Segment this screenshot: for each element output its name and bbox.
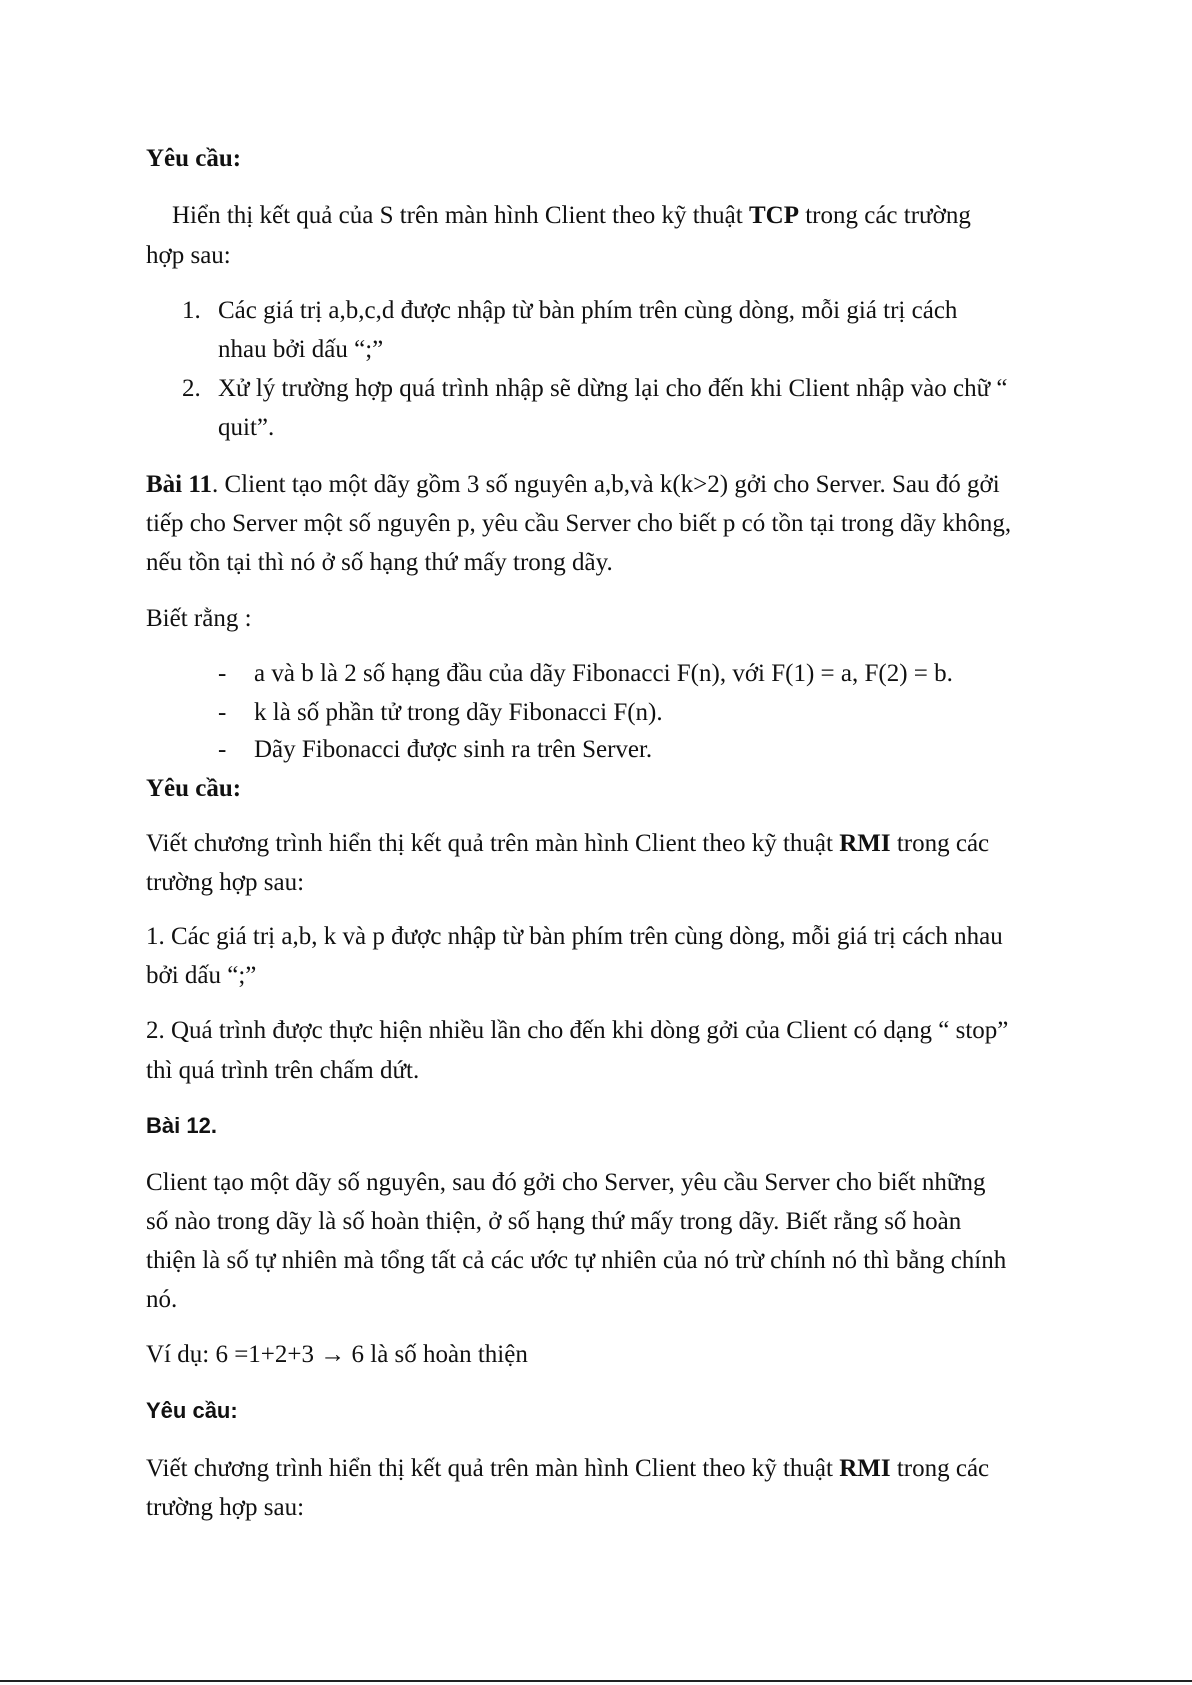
page-bottom-rule — [0, 1680, 1192, 1682]
case-2-cont: thì quá trình trên chấm dứt. — [146, 1057, 420, 1084]
requirement-paragraph: Viết chương trình hiển thị kết quả trên màn hình Client theo kỹ thuật RMI trong các — [146, 830, 990, 857]
list-item-cont: nhau bởi dấu “;” — [218, 336, 384, 363]
bullet-dash: - — [218, 736, 227, 763]
example-line: Ví dụ: 6 =1+2+3 → 6 là số hoàn thiện — [146, 1341, 528, 1368]
bullet-item: k là số phần tử trong dãy Fibonacci F(n). — [254, 699, 663, 726]
bullet-item: Dãy Fibonacci được sinh ra trên Server. — [254, 736, 653, 763]
exercise-12-paragraph-cont: thiện là số tự nhiên mà tổng tất cả các ước tự nhiên của nó trừ chính nó thì bằng chính — [146, 1247, 1007, 1274]
case-1-cont: bởi dấu “;” — [146, 962, 257, 989]
exercise-11-paragraph-cont: tiếp cho Server một số nguyên p, yêu cầu Server cho biết p có tồn tại trong dãy không, — [146, 510, 1012, 537]
known-label: Biết rằng : — [146, 605, 252, 632]
list-item: Xử lý trường hợp quá trình nhập sẽ dừng lại cho đến khi Client nhập vào chữ “ — [218, 375, 1008, 402]
exercise-12-heading: Bài 12. — [146, 1113, 217, 1138]
section-heading: Yêu cầu: — [146, 775, 242, 802]
requirement-paragraph-cont: trường hợp sau: — [146, 869, 305, 896]
section-heading: Yêu cầu: — [146, 1398, 238, 1423]
exercise-11-paragraph-cont: nếu tồn tại thì nó ở số hạng thứ mấy trong dãy. — [146, 549, 613, 576]
bullet-dash: - — [218, 699, 227, 726]
exercise-12-paragraph-cont: nó. — [146, 1286, 178, 1313]
list-number: 2. — [182, 375, 201, 402]
bullet-item: a và b là 2 số hạng đầu của dãy Fibonacci F(n), với F(1) = a, F(2) = b. — [254, 660, 953, 687]
list-item: Các giá trị a,b,c,d được nhập từ bàn phím trên cùng dòng, mỗi giá trị cách — [218, 297, 958, 324]
intro-paragraph-cont: hợp sau: — [146, 242, 231, 269]
requirement-paragraph: Viết chương trình hiển thị kết quả trên màn hình Client theo kỹ thuật RMI trong các — [146, 1455, 990, 1482]
bullet-dash: - — [218, 660, 227, 687]
requirement-paragraph-cont: trường hợp sau: — [146, 1494, 305, 1521]
exercise-12-paragraph-cont: số nào trong dãy là số hoàn thiện, ở số hạng thứ mấy trong dãy. Biết rằng số hoàn — [146, 1208, 962, 1235]
case-2: 2. Quá trình được thực hiện nhiều lần cho đến khi dòng gởi của Client có dạng “ stop” — [146, 1017, 1009, 1044]
list-number: 1. — [182, 297, 201, 324]
case-1: 1. Các giá trị a,b, k và p được nhập từ bàn phím trên cùng dòng, mỗi giá trị cách nhau — [146, 923, 1003, 950]
exercise-11-paragraph: Bài 11. Client tạo một dãy gồm 3 số nguyên a,b,và k(k>2) gởi cho Server. Sau đó gởi — [146, 471, 1000, 498]
intro-paragraph: Hiển thị kết quả của S trên màn hình Client theo kỹ thuật TCP trong các trường — [172, 202, 971, 229]
section-heading: Yêu cầu: — [146, 145, 242, 172]
exercise-12-paragraph: Client tạo một dãy số nguyên, sau đó gởi cho Server, yêu cầu Server cho biết những — [146, 1169, 986, 1196]
list-item-cont: quit”. — [218, 414, 275, 441]
